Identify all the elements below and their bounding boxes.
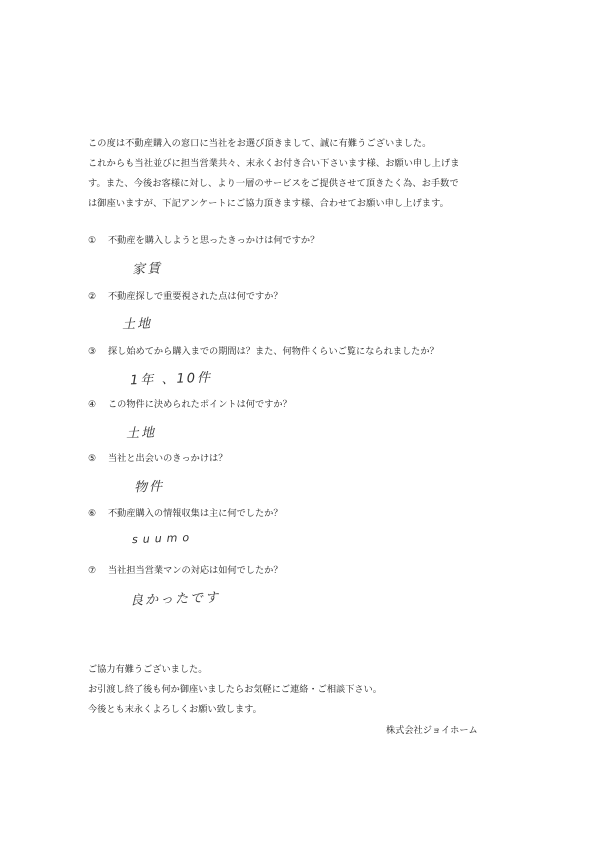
question-text: 探し始めてから購入までの期間は？また、何物件くらいご覧になられましたか？ [108, 346, 439, 357]
answer-5: 物件 [133, 479, 165, 496]
closing-paragraph [88, 660, 382, 720]
question-6 [88, 505, 283, 519]
question-5 [88, 450, 227, 464]
question-7 [88, 562, 283, 576]
question-text: 不動産購入の情報収集は主に何でしたか？ [108, 508, 283, 519]
intro-line: この度は不動産購入の窓口に当社をお選び頂きまして、誠に有難うございました。 [88, 138, 432, 149]
question-1 [88, 232, 319, 246]
question-2 [88, 288, 283, 302]
question-text: 不動産を購入しようと思ったきっかけは何ですか？ [108, 235, 320, 246]
closing-line: ご協力有難うございました。 [88, 664, 208, 675]
question-4 [88, 396, 292, 410]
question-number: ⑥ [88, 508, 97, 519]
closing-line: お引渡し終了後も何か御座いましたらお気軽にご連絡・ご相談下さい。 [88, 684, 382, 695]
closing-line: 今後とも末永くよろしくお願い致します。 [88, 704, 262, 715]
question-3 [88, 343, 439, 357]
question-number: ② [88, 291, 97, 302]
question-number: ④ [88, 399, 97, 410]
question-number: ⑤ [88, 453, 97, 464]
answer-1: 家賃 [131, 261, 163, 278]
intro-line: は御座いますが、下記アンケートにご協力頂きます様、合わせてお願い申し上げます。 [88, 198, 449, 209]
answer-3: 1年 、10件 [129, 370, 213, 389]
company-name: 株式会社ジョイホーム [386, 725, 478, 736]
intro-line: これからも当社並びに担当営業共々、末永くお付き合い下さいます様、お願い申し上げま [88, 158, 460, 169]
question-number: ③ [88, 346, 97, 357]
question-text: 当社担当営業マンの対応は如何でしたか？ [108, 565, 283, 576]
answer-6: suumo [131, 530, 195, 547]
intro-line: す。また、今後お客様に対し、より一層のサービスをご提供させて頂きたく為、お手数で [88, 178, 459, 189]
question-text: この物件に決められたポイントは何ですか？ [108, 399, 292, 410]
question-text: 不動産探しで重要視された点は何ですか？ [108, 291, 283, 302]
question-text: 当社と出会いのきっかけは？ [108, 453, 228, 464]
question-number: ⑦ [88, 565, 97, 576]
question-number: ① [88, 235, 97, 246]
answer-2: 土地 [121, 316, 153, 333]
answer-7: 良かったです [129, 590, 221, 609]
answer-4: 土地 [125, 425, 157, 442]
intro-paragraph [88, 134, 528, 214]
